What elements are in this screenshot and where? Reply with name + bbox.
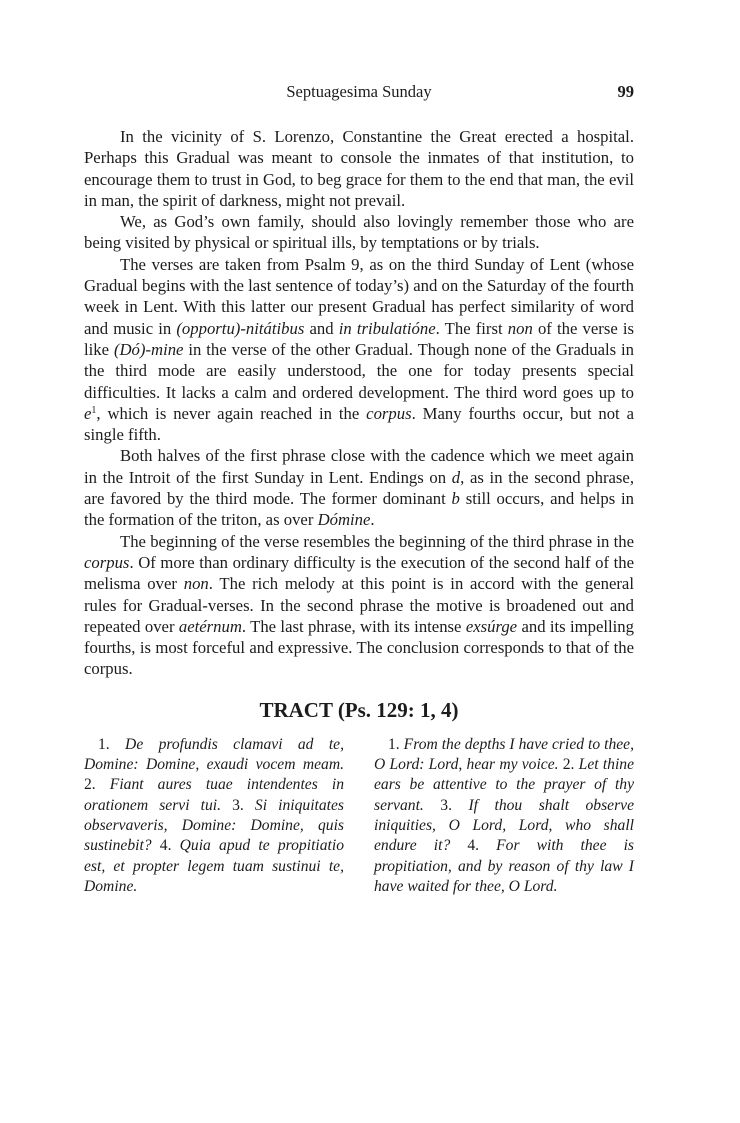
english-verse-text: For with thee is propitiation, and by reason of thy law I have waited for thee, O Lord. (374, 837, 634, 895)
running-title: Septuagesima Sunday (286, 82, 432, 101)
p5-text-c: . The rich melody at this point is in accord with the general rules for Gradual-verses. In the second phrase the motive is broadened out and repeated over (84, 574, 634, 636)
latin-verse-text: Fiant aures tuae intendentes in orationem servi tui. (84, 776, 344, 814)
p5-term-4: exsúrge (465, 616, 518, 636)
english-verse-number: 4. (467, 837, 480, 855)
latin-verse-number: 2. (84, 776, 96, 794)
running-header (84, 82, 634, 110)
p3-term-3: non (507, 318, 533, 338)
tract-heading: TRACT (Ps. 129: 1, 4) (259, 697, 459, 722)
paragraph-5 (84, 531, 634, 680)
latin-verse-number: 3. (232, 796, 244, 814)
p4-text-b: , as in the second phrase, are favored by the third mode. The former dominant (84, 467, 634, 509)
p3-text-b: and (304, 318, 339, 338)
page-number: 99 (617, 82, 634, 101)
p3-text-f: , which is never again reached in the (96, 403, 367, 423)
p3-term-4: (Dó)-mine (113, 339, 184, 359)
latin-verse-number: 1. (98, 735, 110, 753)
p5-text-e: and its impelling fourths, is most forceful and expressive. The conclusion corresponds to that of the corpus. (84, 616, 634, 679)
paragraph-2: We, as God’s own family, should also lovingly remember those who are being visited by physical or spiritual ills, by temptations or by trials. (84, 212, 634, 253)
tract-columns (84, 735, 634, 897)
paragraph-4 (84, 445, 634, 530)
p3-text-c: . The first (435, 318, 508, 338)
p4-text-c: still occurs, and helps in the formation of the triton, as over (84, 489, 635, 530)
english-verse-number: 2. (562, 756, 575, 774)
body-text (84, 126, 634, 680)
p3-term-2: in tribulatióne (338, 318, 436, 338)
p3-text-e: in the verse of the other Gradual. Though none of the Graduals in the third mode are easily understood, the one for today presents special difficulties. It lacks a calm and ordered development. The third word goes up to (84, 339, 635, 402)
latin-verse-number: 4. (159, 837, 172, 855)
latin-verse-text: De profundis clamavi ad te, Domine: Domine, exaudi vocem meam. (84, 735, 344, 774)
p3-note: e (84, 403, 92, 423)
english-column (374, 735, 634, 897)
p4-term-2: b (451, 489, 460, 509)
p4-text-d: . (370, 510, 375, 530)
english-verse-text: From the depths I have cried to thee, O Lord: Lord, hear my voice. (374, 735, 634, 774)
english-verse-text: If thou shalt observe iniquities, O Lord, Lord, who shall endure it? (374, 796, 635, 855)
english-verse-number: 1. (388, 735, 400, 753)
p5-term-3: aetérnum (178, 616, 242, 636)
p3-text-g: . Many fourths occur, but not a single fifth. (84, 403, 634, 445)
english-verse-number: 3. (440, 796, 452, 814)
p5-text-d: . The last phrase, with its intense (241, 616, 466, 636)
p3-text-d: of the verse is like (84, 318, 634, 359)
latin-verse-text: Quia apud te propitiatio est, et propter legem tuam sustinui te, Domine. (84, 837, 344, 895)
p4-term-1: d (451, 467, 461, 487)
p5-text-b: . Of more than ordinary difficulty is the execution of the second half of the melisma over (84, 552, 634, 594)
paragraph-3 (84, 254, 634, 446)
latin-column (84, 735, 344, 897)
english-verse-text: Let thine ears be attentive to the prayer of thy servant. (374, 756, 635, 814)
latin-verse-text: Si iniquitates observaveris, Domine: Domine, quis sustinebit? (84, 796, 344, 855)
paragraph-1: In the vicinity of S. Lorenzo, Constantine the Great erected a hospital. Perhaps this Gradual was meant to console the inmates of that institution, to encourage them to trust in God, to beg grace for them to the end that man, the evil in man, the spirit of darkness, might not prevail. (84, 127, 634, 210)
p4-term-3: Dómine (317, 510, 371, 530)
p4-text-a: Both halves of the first phrase close with the cadence which we meet again in the Introit of the first Sunday in Lent. Endings on (84, 446, 634, 487)
p3-term-1: (opportu)-nitátibus (176, 318, 305, 338)
p5-term-1: corpus (84, 552, 130, 572)
p3-note-sup: 1 (91, 404, 97, 416)
book-page (84, 82, 634, 897)
p3-text-a: The verses are taken from Psalm 9, as on the third Sunday of Lent (whose Gradual begins with the last sentence of today’s) and on the Saturday of the fourth week in Lent. With this latter our present Gradual has perfect similarity of word and music in (84, 254, 634, 338)
p5-text-a: The beginning of the verse resembles the beginning of the third phrase in the (120, 531, 634, 551)
p3-term-6: corpus (366, 403, 412, 423)
p5-term-2: non (183, 574, 209, 594)
